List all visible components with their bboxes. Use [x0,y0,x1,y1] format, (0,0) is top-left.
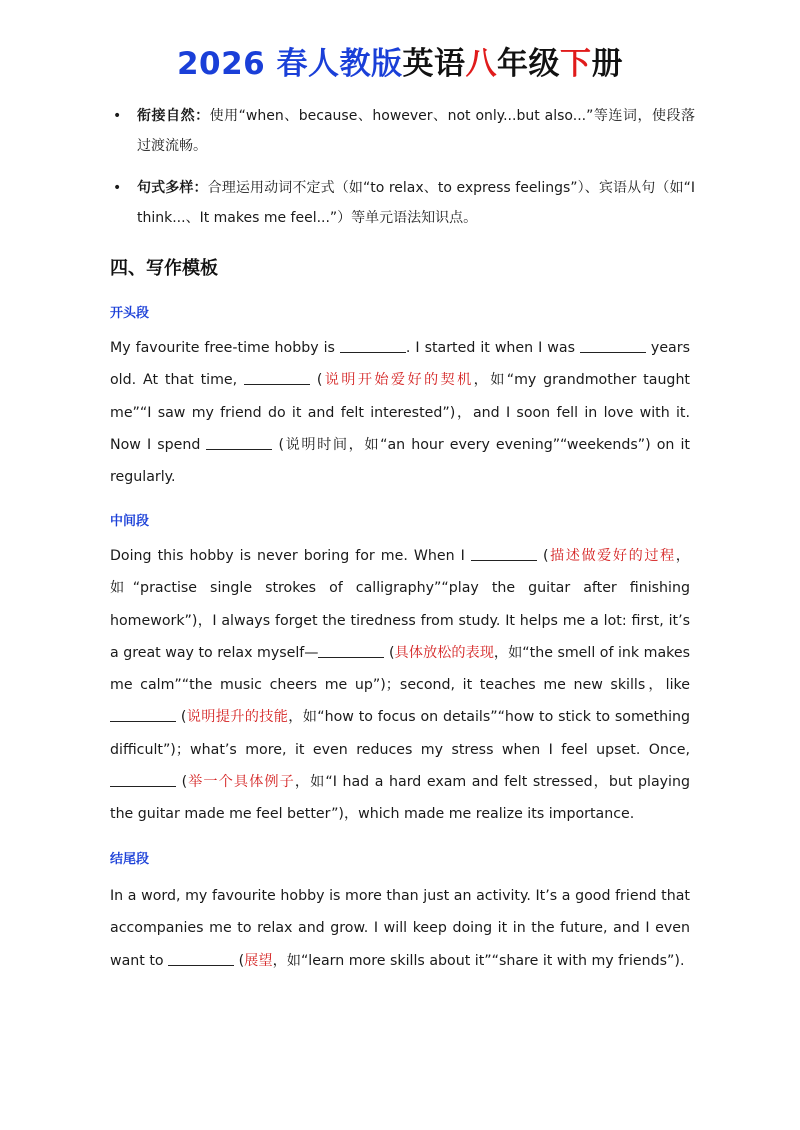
hint-text: 说明提升的技能 [186,709,289,726]
title-edition: 春人教版 [276,46,403,82]
fill-blank [580,338,646,353]
text-run: In a word, my favourite hobby is more than just an activity. It’s a good friend that accompanies me to relax and grow. I will keep doing it in the future, and I even want to [110,888,690,969]
middle-heading: 中间段 [110,514,150,529]
fill-blank [340,338,406,353]
text-run: ，如“how to focus on details”“how to stick to something difficult”)；what’s more, it even reduces my stress when I feel upset. Once, [110,709,691,758]
text-run: ( [384,644,395,661]
title-grade-number: 八 [465,46,498,82]
title-grade: 年级 [497,46,561,82]
text-run: ，如“practise single strokes of calligraphy”“play the guitar after finishing homework”)，I always forget the tiredness from study. It helps me a lot: first, it’s a great way to relax myself— [110,548,690,661]
tip-item-cohesion [110,101,695,161]
text-run: ，如“the smell of ink makes me calm”“the music cheers me up”)；second, it teaches me new skills，like [110,644,691,694]
fill-blank [110,772,176,787]
page-title [0,38,800,83]
closing-paragraph [110,880,690,977]
text-run: ( [176,709,187,726]
section-heading: 四、写作模板 [110,258,218,279]
hint-text: 具体放松的表现 [394,644,494,661]
tips-list [110,101,695,245]
opening-heading: 开头段 [110,306,150,321]
title-volume: 册 [591,46,624,82]
fill-blank [318,643,384,658]
closing-heading: 结尾段 [110,852,150,867]
hint-text: 举一个具体例子 [187,774,295,791]
text-run: (说明时间，如“an hour every evening”“weekends”) on it regularly. [110,436,690,486]
tip-text: 合理运用动词不定式（如“to relax、to express feelings”）、宾语从句（如“I think...、It makes me feel...”）等单元语法知识点。 [137,180,695,226]
text-run: ，如“I had a hard exam and felt stressed，but playing the guitar made me feel better”)，which made me realize its importance. [110,774,690,823]
tip-label: 句式多样： [137,180,208,196]
fill-blank [110,707,176,722]
title-subject: 英语 [402,46,466,82]
text-run: ，如“my grandmother taught me”“I saw my friend do it and felt interested”)，and I soon fell in love with it. Now I spend [110,372,690,453]
tip-label: 衔接自然： [137,108,210,124]
hint-text: 展望 [244,952,273,969]
fill-blank [168,951,234,966]
text-run: ( [234,952,245,969]
title-year: 2026 [176,46,266,82]
bullet-icon: • [113,108,122,124]
text-run: Doing this hobby is never boring for me. When I [110,548,471,564]
text-run: ( [310,372,323,389]
text-run: years old. At that time, [110,340,690,389]
text-run: ( [176,774,188,791]
text-run: My favourite free-time hobby is [110,340,340,356]
title-term: 下 [560,46,592,82]
tip-text: 使用“when、because、however、not only...but also...”等连词，使段落过渡流畅。 [137,108,696,154]
hint-text: 说明开始爱好的契机 [322,372,474,389]
fill-blank [471,546,537,561]
fill-blank [244,370,310,385]
text-run: . I started it when I was [405,340,580,356]
text-run: ( [536,548,549,564]
opening-paragraph [110,332,690,493]
bullet-icon: • [113,180,122,196]
middle-paragraph [110,540,690,831]
tip-item-sentence-variety [110,173,695,233]
fill-blank [206,435,272,450]
hint-text: 描述做爱好的过程 [548,548,676,564]
text-run: ，如“learn more skills about it”“share it with my friends”). [272,952,685,969]
